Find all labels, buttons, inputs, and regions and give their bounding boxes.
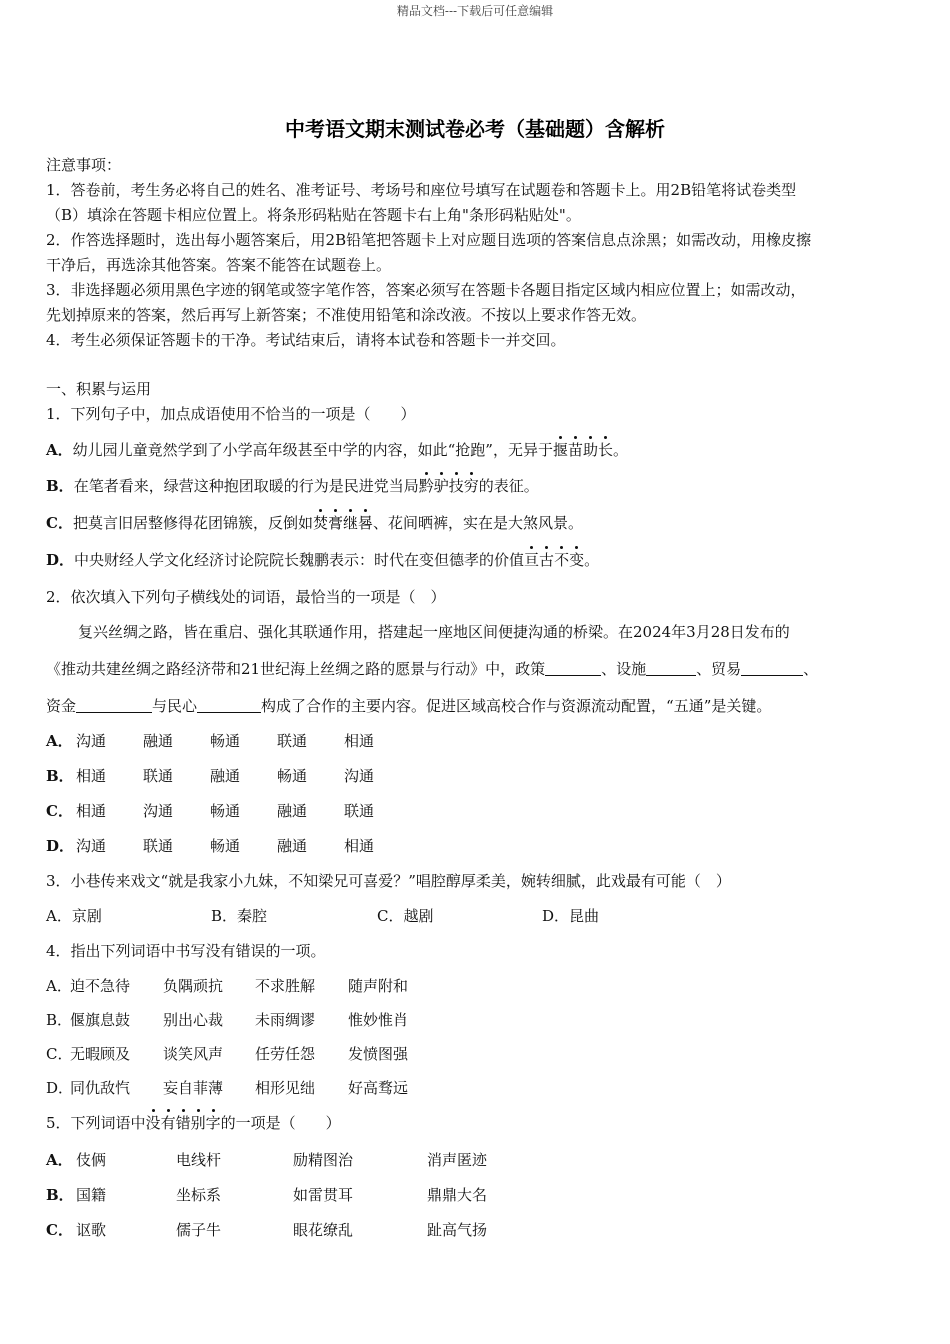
blank-3: [741, 661, 803, 676]
q5-option-c: C． 讴歌 儒子牛 眼花缭乱 趾高气扬: [46, 1221, 488, 1239]
notice-line-6: 先划掉原来的答案，然后再写上新答案；不准使用铅笔和涂改液。不按以上要求作答无效。: [46, 306, 647, 324]
notice-line-7: 4．考生必须保证答题卡的干净。考试结束后，请将本试卷和答题卡一并交回。: [46, 331, 566, 349]
q1-option-b: B．在笔者看来，绿营这种抱团取暖的行为是民进党当局黔驴技穷的表征。: [46, 477, 539, 495]
q5-option-a: A． 伎俩 电线杆 励精图治 消声匿迹: [46, 1151, 488, 1169]
q2-option-a: A． 沟通 融通 畅通 联通 相通: [46, 732, 375, 750]
blank-5: [197, 698, 261, 713]
q3-option-c: C．越剧: [377, 907, 434, 925]
notice-line-3: 2．作答选择题时，选出每小题答案后，用2B铅笔把答题卡上对应题目选项的答案信息点涂黑；如需改动，用橡皮擦: [46, 231, 812, 249]
notice-line-5: 3．非选择题必须用黑色字迹的钢笔或签字笔作答，答案必须写在答题卡各题目指定区域内相应位置上；如需改动，: [46, 281, 806, 299]
q1-option-c: C．把莫言旧居整修得花团锦簇，反倒如焚膏继晷、花间晒裤，实在是大煞风景。: [46, 514, 584, 532]
blank-1: [545, 661, 601, 676]
q1-option-d: D．中央财经人学文化经济讨论院院长魏鹏表示：时代在变但德孝的价值亘古不变。: [46, 551, 600, 569]
watermark: 精品文档---下载后可任意编辑: [396, 4, 554, 18]
q5-stem: 5．下列词语中没有错别字的一项是（ ）: [46, 1114, 341, 1132]
q2-option-c: C． 相通 沟通 畅通 融通 联通: [46, 802, 375, 820]
q4-option-d: D．同仇敌忾 妄自菲薄 相形见绌 好高骛远: [46, 1079, 409, 1097]
q2-passage-1: 复兴丝绸之路，皆在重启、强化其联通作用，搭建起一座地区间便捷沟通的桥梁。在2024年3月28日发布的: [78, 623, 790, 641]
q2-stem: 2．依次填入下列句子横线处的词语，最恰当的一项是（ ）: [46, 588, 446, 606]
page-title: 中考语文期末测试卷必考（基础题）含解析: [285, 117, 665, 141]
q4-option-b: B．偃旗息鼓 别出心裁 未雨绸谬 惟妙惟肖: [46, 1011, 409, 1029]
blank-2: [646, 661, 696, 676]
blank-4: [76, 698, 152, 713]
q2-option-d: D． 沟通 联通 畅通 融通 相通: [46, 837, 375, 855]
q3-option-a: A．京剧: [46, 907, 102, 925]
q4-option-a: A．迫不急待 负隅顽抗 不求胜解 随声附和: [46, 977, 409, 995]
q5-option-b: B． 国籍 坐标系 如雷贯耳 鼎鼎大名: [46, 1186, 488, 1204]
notice-heading: 注意事项：: [46, 156, 122, 174]
notice-line-2: （B）填涂在答题卡相应位置上。将条形码粘贴在答题卡右上角"条形码粘贴处"。: [46, 206, 581, 224]
q3-stem: 3．小巷传来戏文“就是我家小九妹，不知梁兄可喜爱？”唱腔醇厚柔美，婉转细腻，此戏最有可能（ ）: [46, 872, 731, 890]
q3-option-b: B．秦腔: [211, 907, 268, 925]
q2-option-b: B． 相通 联通 融通 畅通 沟通: [46, 767, 375, 785]
q1-stem: 1．下列句子中，加点成语使用不恰当的一项是（ ）: [46, 405, 416, 423]
q4-option-c: C．无暇顾及 谈笑风声 任劳任怨 发愤图强: [46, 1045, 409, 1063]
q2-passage-2: 《推动共建丝绸之路经济带和21世纪海上丝绸之路的愿景与行动》中，政策 、设施 、贸易 、: [46, 660, 819, 678]
q4-stem: 4．指出下列词语中书写没有错误的一项。: [46, 942, 326, 960]
q3-option-d: D．昆曲: [542, 907, 600, 925]
notice-line-1: 1．答卷前，考生务必将自己的姓名、准考证号、考场号和座位号填写在试题卷和答题卡上。用2B铅笔将试卷类型: [46, 181, 797, 199]
section-heading: 一、积累与运用: [46, 380, 152, 398]
q2-passage-3: 资金 与民心 构成了合作的主要内容。促进区域高校合作与资源流动配置，“五通”是关键。: [46, 697, 772, 715]
q1-option-a: A．幼儿园儿童竟然学到了小学高年级甚至中学的内容，如此“抢跑”，无异于揠苗助长。: [46, 441, 629, 459]
notice-line-4: 干净后，再选涂其他答案。答案不能答在试题卷上。: [46, 256, 392, 274]
